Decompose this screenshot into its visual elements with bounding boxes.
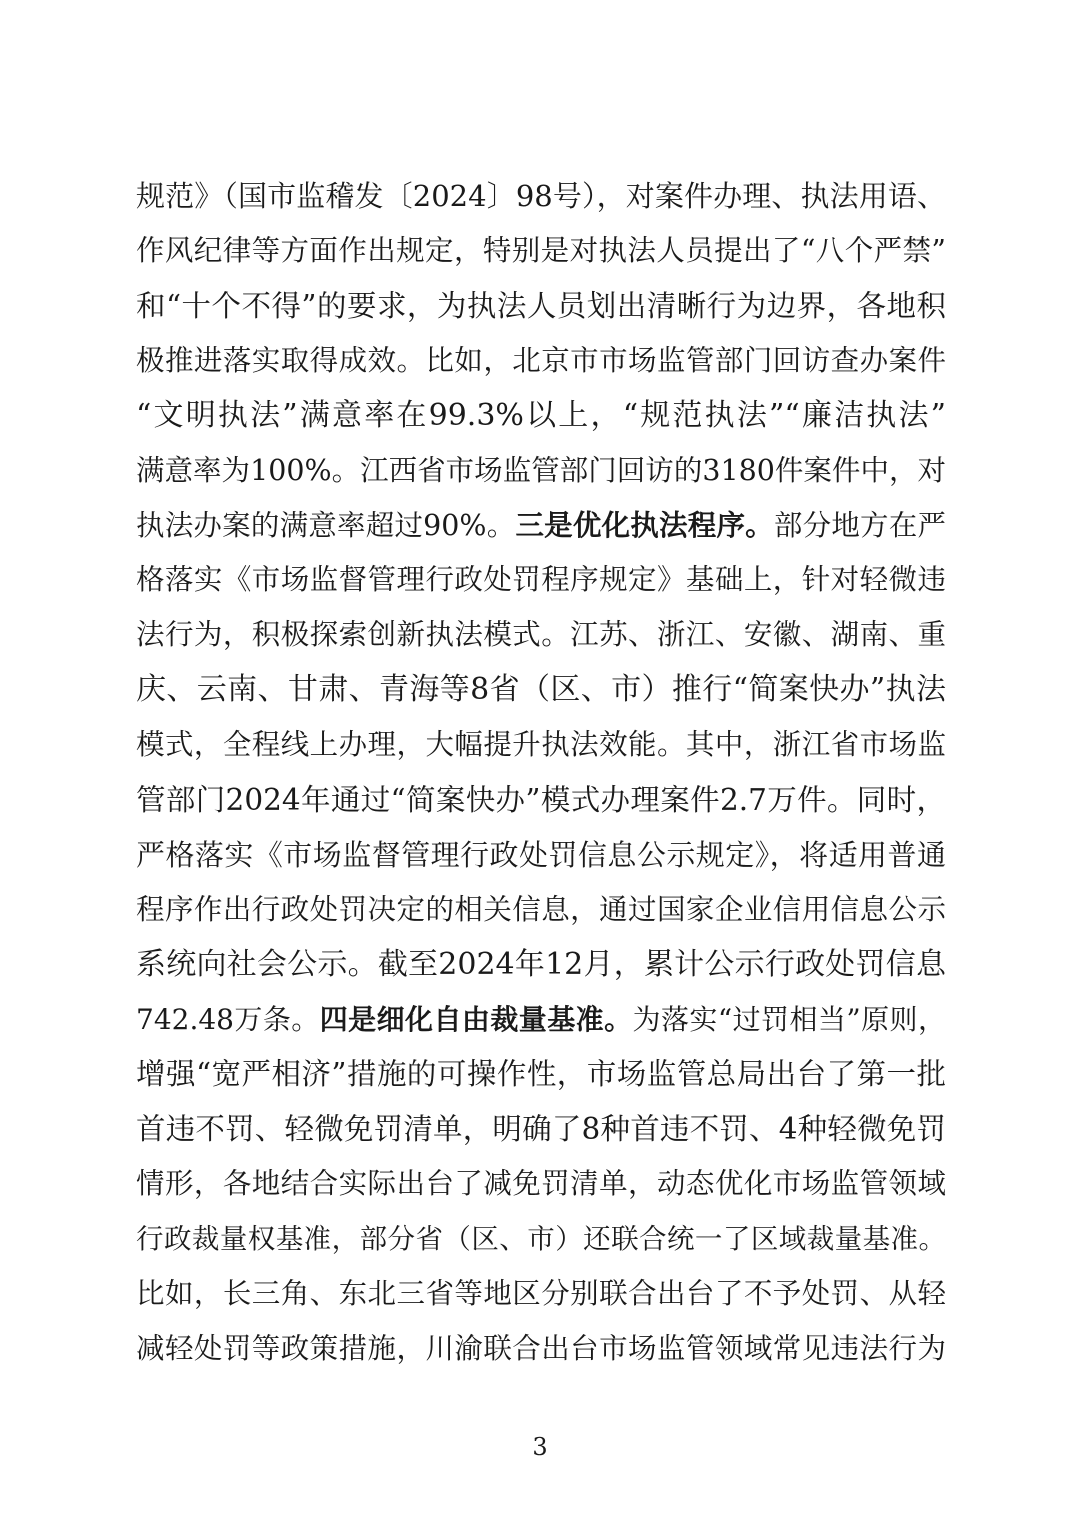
body-text-span: 管部门2024年通过“简案快办”模式办理案件2.7万件。同时， bbox=[136, 782, 946, 817]
text-line bbox=[136, 717, 946, 773]
body-text-span: 行政裁量权基准，部分省（区、市）还联合统一了区域裁量基准。 bbox=[136, 1223, 946, 1256]
text-line bbox=[136, 388, 946, 444]
body-text-span: 作风纪律等方面作出规定，特别是对执法人员提出了“八个严禁” bbox=[136, 233, 946, 267]
body-text-span: 规范》（国市监稽发〔2024〕98号），对案件办理、执法用语、 bbox=[136, 179, 946, 213]
text-line bbox=[136, 168, 946, 224]
text-line bbox=[136, 443, 946, 499]
text-line bbox=[136, 607, 946, 663]
body-text-span: 模式，全程线上办理，大幅提升执法效能。其中，浙江省市场监 bbox=[136, 728, 946, 761]
body-text-span: 满意率为100%。江西省市场监管部门回访的3180件案件中，对 bbox=[136, 453, 946, 487]
text-line bbox=[136, 882, 946, 938]
text-line bbox=[136, 1211, 946, 1267]
body-text-span: 严格落实《市场监督管理行政处罚信息公示规定》，将适用普通 bbox=[136, 837, 946, 872]
body-text-span: 极推进落实取得成效。比如，北京市市场监管部门回访查办案件 bbox=[136, 343, 946, 377]
text-line bbox=[136, 827, 946, 883]
text-line bbox=[136, 1266, 946, 1322]
text-line bbox=[136, 333, 946, 389]
body-text-span: 减轻处罚等政策措施，川渝联合出台市场监管领域常见违法行为 bbox=[136, 1331, 946, 1365]
text-line bbox=[136, 662, 946, 718]
text-line bbox=[136, 1101, 946, 1157]
body-text-span: 庆、云南、甘肃、青海等8省（区、市）推行“简案快办”执法 bbox=[136, 672, 946, 708]
body-text-span: 比如，长三角、东北三省等地区分别联合出台了不予处罚、从轻 bbox=[136, 1277, 946, 1310]
body-text-span: 部分地方在严 bbox=[773, 509, 946, 543]
text-line bbox=[136, 497, 946, 553]
page-number: 3 bbox=[532, 1433, 548, 1461]
body-text-span: 增强“宽严相济”措施的可操作性，市场监管总局出台了第一批 bbox=[136, 1057, 946, 1092]
body-text-span: 系统向社会公示。截至2024年12月，累计公示行政处罚信息 bbox=[136, 946, 946, 982]
body-text-span: 程序作出行政处罚决定的相关信息，通过国家企业信用信息公示 bbox=[136, 892, 946, 926]
text-line bbox=[136, 772, 946, 828]
body-text-span: 情形，各地结合实际出台了减免罚清单，动态优化市场监管领域 bbox=[136, 1167, 946, 1201]
body-text-span: 和“十个不得”的要求，为执法人员划出清晰行为边界，各地积 bbox=[136, 288, 946, 323]
text-line bbox=[136, 1156, 946, 1212]
body-text-span: 742.48万条。 bbox=[136, 1002, 320, 1036]
body-text-span: 首违不罚、轻微免罚清单，明确了8种首违不罚、4种轻微免罚 bbox=[136, 1112, 946, 1147]
text-line bbox=[136, 278, 946, 334]
text-line bbox=[136, 992, 946, 1048]
body-text-span: 执法办案的满意率超过90%。 bbox=[136, 509, 516, 543]
bold-heading-text: 四是细化自由裁量基准。 bbox=[319, 1002, 633, 1036]
body-text-span: 格落实《市场监督管理行政处罚程序规定》基础上，针对轻微违 bbox=[136, 563, 946, 597]
bold-heading-text: 三是优化执法程序。 bbox=[515, 508, 774, 543]
text-line bbox=[136, 552, 946, 608]
body-text-span: 法行为，积极探索创新执法模式。江苏、浙江、安徽、湖南、重 bbox=[136, 618, 946, 652]
text-line bbox=[136, 937, 946, 993]
body-text-span: “文明执法”满意率在99.3%以上，“规范执法”“廉洁执法” bbox=[136, 397, 946, 433]
text-line bbox=[136, 223, 946, 279]
text-line bbox=[136, 1321, 946, 1377]
body-text-span: 为落实“过罚相当”原则， bbox=[632, 1002, 946, 1036]
text-line bbox=[136, 1046, 946, 1102]
